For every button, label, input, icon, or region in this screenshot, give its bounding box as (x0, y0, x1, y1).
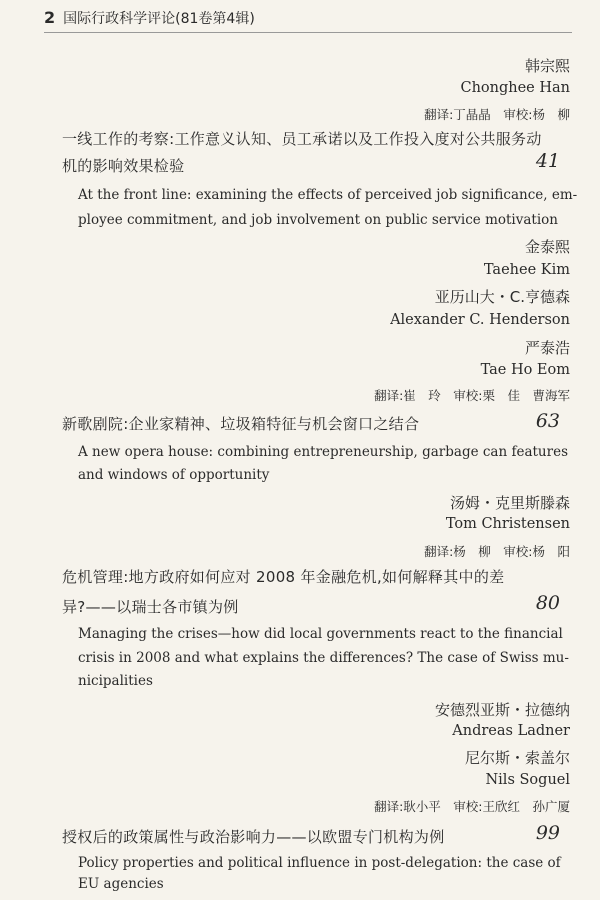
author-en: Taehee Kim (483, 262, 570, 278)
article-title-zh: 授权后的政策属性与政治影响力——以欧盟专门机构为例 (62, 828, 445, 846)
running-header (44, 8, 255, 28)
author-en: Andreas Ladner (452, 723, 570, 739)
article-title-en: ployee commitment, and job involvement on public service motivation (78, 212, 558, 228)
author-en: Chonghee Han (460, 80, 570, 96)
author-zh: 严泰浩 (524, 339, 570, 357)
translator-credit: 翻译:丁晶晶 审校:杨 柳 (424, 107, 570, 122)
header-page-number: 2 (44, 8, 56, 27)
article-title-zh: 机的影响效果检验 (62, 157, 185, 175)
article-title-en: crisis in 2008 and what explains the differences? The case of Swiss mu- (78, 650, 569, 666)
article-page-number: 80 (535, 592, 560, 614)
translator-credit: 翻译:杨 柳 审校:杨 阳 (424, 544, 570, 559)
header-rule (44, 32, 572, 33)
translator-credit: 翻译:崔 玲 审校:栗 佳 曹海军 (374, 388, 570, 403)
author-zh: 安德烈亚斯・拉德纳 (434, 701, 570, 719)
article-title-en: A new opera house: combining entrepreneurship, garbage can features (78, 444, 568, 460)
author-zh: 金泰熙 (524, 238, 570, 256)
author-zh: 尼尔斯・索盖尔 (464, 749, 570, 767)
author-en: Alexander C. Henderson (390, 312, 570, 328)
article-title-en: and windows of opportunity (78, 467, 270, 483)
article-title-zh: 异?——以瑞士各市镇为例 (62, 598, 239, 616)
article-title-zh: 一线工作的考察:工作意义认知、员工承诺以及工作投入度对公共服务动 (62, 130, 542, 148)
article-title-en: nicipalities (78, 673, 153, 689)
author-zh: 韩宗熙 (524, 57, 570, 75)
article-title-en: EU agencies (78, 876, 164, 892)
translator-credit: 翻译:耿小平 审校:王欣红 孙广厦 (374, 799, 570, 814)
author-en: Tae Ho Eom (480, 362, 570, 378)
article-title-zh: 危机管理:地方政府如何应对 2008 年金融危机,如何解释其中的差 (62, 568, 505, 586)
author-zh: 汤姆・克里斯滕森 (449, 494, 570, 512)
article-title-en: Policy properties and political influence in post-delegation: the case of (78, 855, 561, 871)
author-en: Nils Soguel (485, 772, 570, 788)
article-page-number: 99 (535, 822, 560, 844)
article-title-zh: 新歌剧院:企业家精神、垃圾箱特征与机会窗口之结合 (62, 415, 420, 433)
author-en: Tom Christensen (445, 516, 570, 532)
article-page-number: 63 (535, 410, 560, 432)
article-title-en: Managing the crises—how did local governments react to the financial (78, 626, 563, 642)
article-title-en: At the front line: examining the effects of perceived job significance, em- (78, 187, 578, 203)
author-zh: 亚历山大・C.亨德森 (434, 288, 570, 306)
header-journal-title: 国际行政科学评论(81卷第4辑) (63, 11, 255, 27)
article-page-number: 41 (535, 150, 560, 172)
